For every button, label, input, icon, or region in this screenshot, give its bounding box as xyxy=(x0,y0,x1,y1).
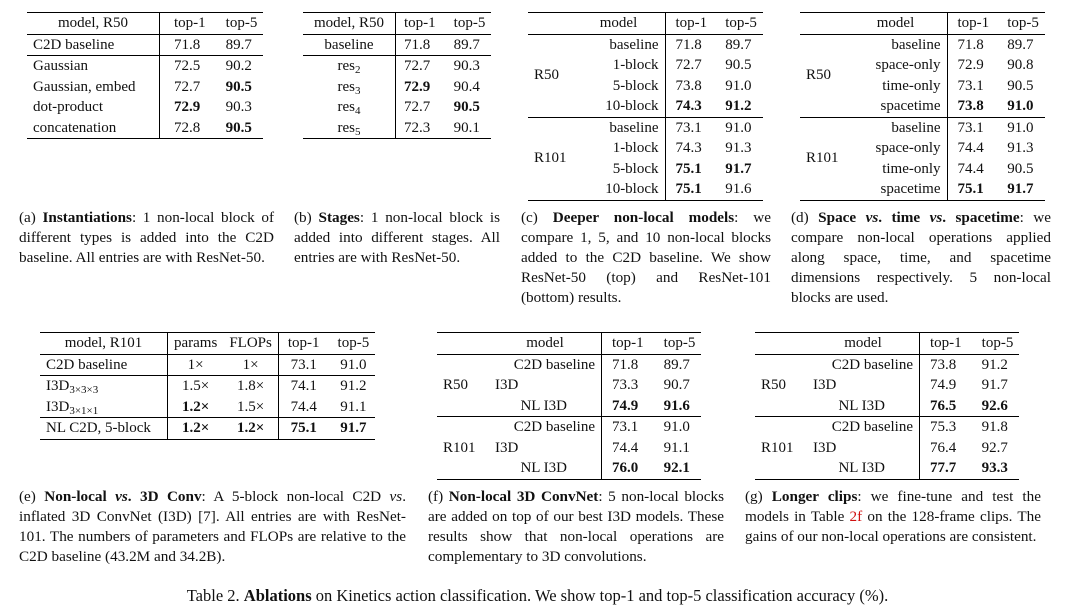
caption-text: : we fine-tune and test the models in Table xyxy=(745,488,1041,525)
table-cell: 74.9 xyxy=(930,377,957,393)
table-header: model, R50 xyxy=(27,13,160,35)
table-cell: 91.0 xyxy=(1007,119,1034,136)
caption-text: : 1 non-local block is added into different stages. All entries are with ResNet-50. xyxy=(294,209,500,266)
table-c xyxy=(528,12,763,201)
caption-title-part: . 3D Conv xyxy=(127,488,202,505)
table-cell: NL I3D xyxy=(807,396,920,417)
table-cell: concatenation xyxy=(27,118,160,139)
table-b xyxy=(303,12,491,139)
table-cell: 10-block xyxy=(573,179,666,200)
table-cell: 75.1 xyxy=(290,420,317,436)
caption-title: Longer clips xyxy=(771,488,858,505)
backbone-label: R101 xyxy=(443,439,476,456)
table-reference-link[interactable]: 2f xyxy=(849,508,863,525)
stage-subscript: 2 xyxy=(355,64,361,76)
table-cell: 73.8 xyxy=(675,77,702,94)
table-header: top-1 xyxy=(160,13,212,35)
table-cell: space-only xyxy=(845,138,948,159)
caption-title: Deeper non-local models xyxy=(552,209,735,226)
table-cell: Gaussian, embed xyxy=(27,77,160,98)
caption-text: : 1 non-local block of different types is added into the C2D baseline. All entries are with ResNet-50. xyxy=(19,209,275,266)
table-cell: 91.6 xyxy=(725,181,752,197)
table-cell: 74.3 xyxy=(675,98,702,114)
table-cell: 5-block xyxy=(573,159,666,180)
caption-text: : we compare non-local operations applied along space, time, and spacetime dimensions respectively. 5 non-local blocks are used. xyxy=(791,209,1052,306)
stage-label: res xyxy=(337,99,355,115)
table-cell: 72.3 xyxy=(404,119,431,136)
table-cell: 1.2× xyxy=(182,398,210,415)
table-cell: 90.5 xyxy=(1007,77,1034,94)
table-cell: Gaussian xyxy=(27,56,160,77)
caption-title: Instantiations xyxy=(42,209,132,226)
table-cell: 74.4 xyxy=(290,398,317,415)
table-cell: 72.9 xyxy=(957,57,984,73)
table-header: top-1 xyxy=(602,333,650,355)
table-cell: 72.9 xyxy=(404,78,431,95)
table-cell: 74.1 xyxy=(290,378,317,394)
caption-title xyxy=(818,209,1019,226)
table-cell: 93.3 xyxy=(981,460,1008,476)
caption-e xyxy=(19,487,406,567)
table-header: top-1 xyxy=(947,13,995,35)
main-caption-text: on Kinetics action classification. We show top-1 and top-5 classification accuracy (%). xyxy=(311,586,889,605)
table-cell: 91.1 xyxy=(663,439,690,456)
main-caption xyxy=(0,586,1075,606)
table-cell: 92.6 xyxy=(981,397,1008,414)
table-cell: baseline xyxy=(573,117,666,138)
model-label: I3D xyxy=(46,398,70,415)
table-d xyxy=(800,12,1045,201)
caption-vs: vs xyxy=(389,488,403,505)
table-header: top-1 xyxy=(920,333,968,355)
caption-label: (d) xyxy=(791,209,819,226)
table-cell: C2D baseline xyxy=(807,354,920,375)
table-cell: C2D baseline xyxy=(807,417,920,438)
caption-a xyxy=(19,208,274,268)
table-cell: 75.1 xyxy=(675,160,702,177)
backbone-label: R50 xyxy=(806,67,832,84)
table-cell: 91.3 xyxy=(725,140,752,156)
table-header: top-1 xyxy=(396,13,442,35)
table-cell: 91.8 xyxy=(981,419,1008,435)
table-cell: 90.1 xyxy=(453,119,480,136)
table-cell: 74.4 xyxy=(957,160,984,177)
caption-title xyxy=(44,488,201,505)
table-cell: 72.7 xyxy=(174,78,201,95)
caption-title-part: . time xyxy=(878,209,930,226)
table-header: model xyxy=(489,333,602,355)
table-cell: time-only xyxy=(845,159,948,180)
table-cell: 72.7 xyxy=(675,57,702,73)
stage-label: res xyxy=(337,58,355,74)
caption-title-part: Space xyxy=(818,209,866,226)
table-cell: 72.8 xyxy=(174,119,201,136)
table-cell: 89.7 xyxy=(453,36,480,53)
table-cell: 75.3 xyxy=(930,419,957,435)
table-cell: 71.8 xyxy=(957,36,984,53)
table-cell: 75.1 xyxy=(675,181,702,197)
caption-title: Non-local 3D ConvNet xyxy=(448,488,599,505)
model-label: I3D xyxy=(46,378,70,394)
table-cell: 91.1 xyxy=(340,398,367,415)
table-cell: 89.7 xyxy=(725,36,752,53)
caption-text: : we compare 1, 5, and 10 non-local blocks added to the C2D baseline. We show ResNet-50 (top) and ResNet-101 (bottom) results. xyxy=(521,209,771,306)
table-header: top-5 xyxy=(968,333,1020,355)
table-d-grid xyxy=(800,12,1045,201)
table-cell: space-only xyxy=(845,55,948,76)
main-caption-label: Table 2. xyxy=(186,586,244,605)
table-cell: 72.7 xyxy=(404,99,431,115)
table-cell: spacetime xyxy=(845,179,948,200)
table-cell: 76.5 xyxy=(930,397,957,414)
table-cell: 91.2 xyxy=(725,98,752,114)
table-header: top-5 xyxy=(326,333,376,355)
caption-label: (e) xyxy=(19,488,45,505)
table-header: model, R50 xyxy=(303,13,396,35)
table-cell: 10-block xyxy=(573,96,666,117)
table-header: model xyxy=(807,333,920,355)
table-cell: 1.2× xyxy=(223,418,278,440)
caption-title-vs: vs xyxy=(865,209,879,226)
table-cell: 90.7 xyxy=(663,377,690,393)
caption-text: : 5 non-local blocks are added on top of our best I3D models. These results show that non-local operations are complementary to 3D convolutions. xyxy=(428,488,724,565)
table-cell: time-only xyxy=(845,76,948,97)
table-cell: NL I3D xyxy=(807,458,920,479)
table-cell: NL I3D xyxy=(489,458,602,479)
table-cell: 1.8× xyxy=(223,376,278,397)
caption-title-vs: vs xyxy=(115,488,128,505)
table-cell: 91.7 xyxy=(725,160,752,177)
table-cell: 90.5 xyxy=(1007,160,1034,177)
table-header: top-5 xyxy=(995,13,1045,35)
caption-b xyxy=(294,208,500,268)
table-cell: 91.0 xyxy=(663,419,690,435)
caption-d xyxy=(791,208,1051,308)
table-cell: baseline xyxy=(845,34,948,55)
table-e-grid xyxy=(40,332,375,440)
table-cell: NL C2D, 5-block xyxy=(40,418,168,440)
table-cell: 1× xyxy=(223,354,278,376)
table-cell: 1.5× xyxy=(182,378,210,394)
stage-label: res xyxy=(337,78,355,95)
table-cell: spacetime xyxy=(845,96,948,117)
table-cell xyxy=(40,376,168,397)
table-cell xyxy=(303,97,396,118)
caption-text: : A 5-block non-local C2D xyxy=(201,488,390,505)
table-cell: C2D baseline xyxy=(489,354,602,375)
table-cell: 71.8 xyxy=(612,356,639,373)
backbone-label: R101 xyxy=(761,439,794,456)
table-cell: 89.7 xyxy=(663,356,690,373)
stage-label: res xyxy=(337,119,355,136)
table-cell: baseline xyxy=(303,34,396,56)
main-caption-title: Ablations xyxy=(243,586,312,605)
table-cell xyxy=(303,56,396,77)
table-cell: 92.1 xyxy=(663,460,690,476)
table-header: top-5 xyxy=(713,13,763,35)
caption-c xyxy=(521,208,771,308)
table-cell: 76.4 xyxy=(930,439,957,456)
table-cell: 1-block xyxy=(573,55,666,76)
table-f-grid xyxy=(437,332,701,480)
backbone-label: R50 xyxy=(761,377,787,393)
table-cell: 1.5× xyxy=(223,397,278,418)
table-cell: 74.4 xyxy=(612,439,639,456)
caption-f xyxy=(428,487,724,567)
caption-label: (g) xyxy=(745,488,772,505)
table-header: top-5 xyxy=(650,333,702,355)
backbone-label: R50 xyxy=(443,377,469,393)
table-cell: baseline xyxy=(845,117,948,138)
table-cell: 71.8 xyxy=(174,36,201,53)
table-cell: 89.7 xyxy=(225,36,252,53)
table-cell: 5-block xyxy=(573,76,666,97)
table-cell: 1× xyxy=(187,356,204,373)
table-cell: 90.3 xyxy=(453,58,480,74)
caption-title-part: Non-local xyxy=(44,488,116,505)
table-cell: 75.1 xyxy=(957,181,984,197)
table-cell: 72.9 xyxy=(174,99,201,115)
caption-label: (a) xyxy=(19,209,43,226)
table-cell: baseline xyxy=(573,34,666,55)
caption-text: on the 128-frame clips. The gains of our non-local operations are consistent. xyxy=(745,508,1042,545)
table-cell: 90.3 xyxy=(225,99,252,115)
caption-label: (f) xyxy=(428,488,449,505)
table-cell: 91.0 xyxy=(725,119,752,136)
table-cell: 1-block xyxy=(573,138,666,159)
table-cell: C2D baseline xyxy=(27,34,160,56)
table-cell: 90.5 xyxy=(225,119,252,136)
table-cell: 91.3 xyxy=(1007,140,1034,156)
table-cell: 90.4 xyxy=(453,78,480,95)
stage-subscript: 3 xyxy=(355,84,361,97)
table-cell: 73.1 xyxy=(612,419,639,435)
table-cell: I3D xyxy=(489,438,602,459)
table-cell: 91.6 xyxy=(663,397,690,414)
table-cell: 91.7 xyxy=(981,377,1008,393)
table-cell: 91.7 xyxy=(340,420,367,436)
caption-title: Stages xyxy=(318,209,360,226)
stage-subscript: 4 xyxy=(355,105,361,117)
table-c-grid xyxy=(528,12,763,201)
table-cell: 90.2 xyxy=(225,58,252,74)
table-cell: NL I3D xyxy=(489,396,602,417)
table-cell: 92.7 xyxy=(981,439,1008,456)
table-cell: C2D baseline xyxy=(40,354,168,376)
caption-title-vs: vs xyxy=(929,209,943,226)
table-cell xyxy=(303,118,396,139)
table-header: params xyxy=(168,333,224,355)
caption-label: (c) xyxy=(521,209,553,226)
backbone-label: R101 xyxy=(534,150,567,167)
table-b-grid xyxy=(303,12,491,139)
table-cell: dot-product xyxy=(27,97,160,118)
caption-title-part: . spacetime xyxy=(942,209,1020,226)
table-g-grid xyxy=(755,332,1019,480)
table-cell: 71.8 xyxy=(404,36,431,53)
table-e xyxy=(40,332,375,440)
backbone-label: R50 xyxy=(534,67,560,84)
table-cell: 91.0 xyxy=(725,77,752,94)
table-cell: 91.7 xyxy=(1007,181,1034,197)
caption-label: (b) xyxy=(294,209,319,226)
table-cell: I3D xyxy=(807,375,920,396)
kernel-subscript: 3×1×1 xyxy=(69,404,99,417)
table-cell: 90.5 xyxy=(725,57,752,73)
table-header: model xyxy=(845,13,948,35)
caption-g xyxy=(745,487,1041,547)
table-cell: 73.8 xyxy=(930,356,957,373)
caption-text: . inflated 3D ConvNet (I3D) [7]. All entries are with ResNet-101. The numbers of parameters and FLOPs are relative to the C2D baseline (43.2M and 34.2B). xyxy=(19,488,406,565)
table-cell: 73.1 xyxy=(957,119,984,136)
table-cell: 90.5 xyxy=(453,99,480,115)
table-cell: 91.2 xyxy=(981,356,1008,373)
table-cell: 89.7 xyxy=(1007,36,1034,53)
table-cell: 90.8 xyxy=(1007,57,1034,73)
table-header: top-5 xyxy=(212,13,264,35)
table-cell: 74.9 xyxy=(612,397,639,414)
table-cell: 77.7 xyxy=(930,460,957,476)
table-cell: 73.1 xyxy=(675,119,702,136)
table-a xyxy=(27,12,263,139)
table-cell: 72.5 xyxy=(174,58,201,74)
table-cell xyxy=(40,397,168,418)
table-header: model xyxy=(573,13,666,35)
table-cell: 71.8 xyxy=(675,36,702,53)
table-cell: 73.3 xyxy=(612,377,639,393)
table-header: model, R101 xyxy=(40,333,168,355)
table-cell: 90.5 xyxy=(225,78,252,95)
table-cell: 74.3 xyxy=(675,140,702,156)
table-cell: I3D xyxy=(489,375,602,396)
table-cell: 91.0 xyxy=(340,356,367,373)
table-header: top-1 xyxy=(278,333,325,355)
stage-subscript: 5 xyxy=(355,125,361,138)
table-header: top-1 xyxy=(665,13,713,35)
table-header: top-5 xyxy=(442,13,492,35)
kernel-subscript: 3×3×3 xyxy=(69,384,99,396)
table-cell: 76.0 xyxy=(612,460,639,476)
table-cell: 91.0 xyxy=(1007,98,1034,114)
table-cell: 74.4 xyxy=(957,140,984,156)
table-cell: 72.7 xyxy=(404,58,431,74)
table-cell: 73.8 xyxy=(957,98,984,114)
table-cell xyxy=(303,77,396,98)
table-g xyxy=(755,332,1019,480)
table-f xyxy=(437,332,701,480)
table-cell: 73.1 xyxy=(290,356,317,373)
backbone-label: R101 xyxy=(806,150,839,167)
table-a-grid xyxy=(27,12,263,139)
table-cell: 1.2× xyxy=(182,420,210,436)
table-cell: C2D baseline xyxy=(489,417,602,438)
table-header: FLOPs xyxy=(223,333,278,355)
table-cell: 73.1 xyxy=(957,77,984,94)
table-cell: 91.2 xyxy=(340,378,367,394)
table-cell: I3D xyxy=(807,438,920,459)
